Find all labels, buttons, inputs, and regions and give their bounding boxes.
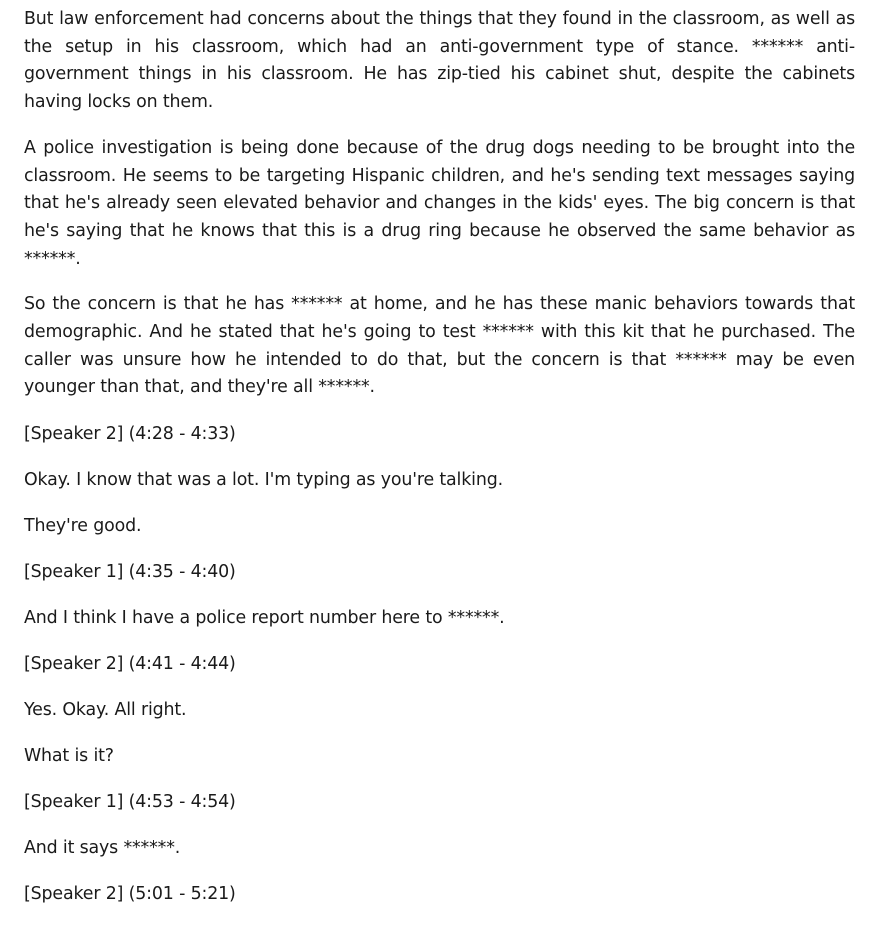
transcript-line: What is it?: [24, 746, 114, 767]
transcript-line: And I think I have a police report number here to ******.: [24, 608, 505, 629]
transcript-paragraph: So the concern is that he has ****** at home, and he has these manic behaviors towards that demographic. And he stated that he's going to test ****** with this kit that he purchased. The caller was unsure how he intended to do that, but the concern is that ****** may be even younger than that, and they're all ******.: [24, 294, 855, 398]
transcript-paragraph: But law enforcement had concerns about the things that they found in the classroom, as well as the setup in his classroom, which had an anti-government type of stance. ****** anti-government things in his classroom. He has zip-tied his cabinet shut, despite the cabinets having locks on them.: [24, 9, 855, 113]
speaker-timestamp: [Speaker 2] (4:28 - 4:33): [24, 424, 236, 445]
transcript-line: And it says ******.: [24, 838, 181, 859]
transcript-paragraph: A police investigation is being done because of the drug dogs needing to be brought into the classroom. He seems to be targeting Hispanic children, and he's sending text messages saying that he's already seen elevated behavior and changes in the kids' eyes. The big concern is that he's saying that he knows that this is a drug ring because he observed the same behavior as ******.: [24, 137, 855, 269]
transcript-line: They're good.: [24, 516, 142, 537]
speaker-timestamp: [Speaker 1] (4:35 - 4:40): [24, 562, 236, 583]
transcript-line: Yes. Okay. All right.: [24, 700, 187, 721]
speaker-timestamp: [Speaker 2] (5:01 - 5:21): [24, 884, 236, 905]
transcript-line: Okay. I know that was a lot. I'm typing as you're talking.: [24, 470, 503, 491]
speaker-timestamp: [Speaker 1] (4:53 - 4:54): [24, 792, 236, 813]
speaker-timestamp: [Speaker 2] (4:41 - 4:44): [24, 654, 236, 675]
